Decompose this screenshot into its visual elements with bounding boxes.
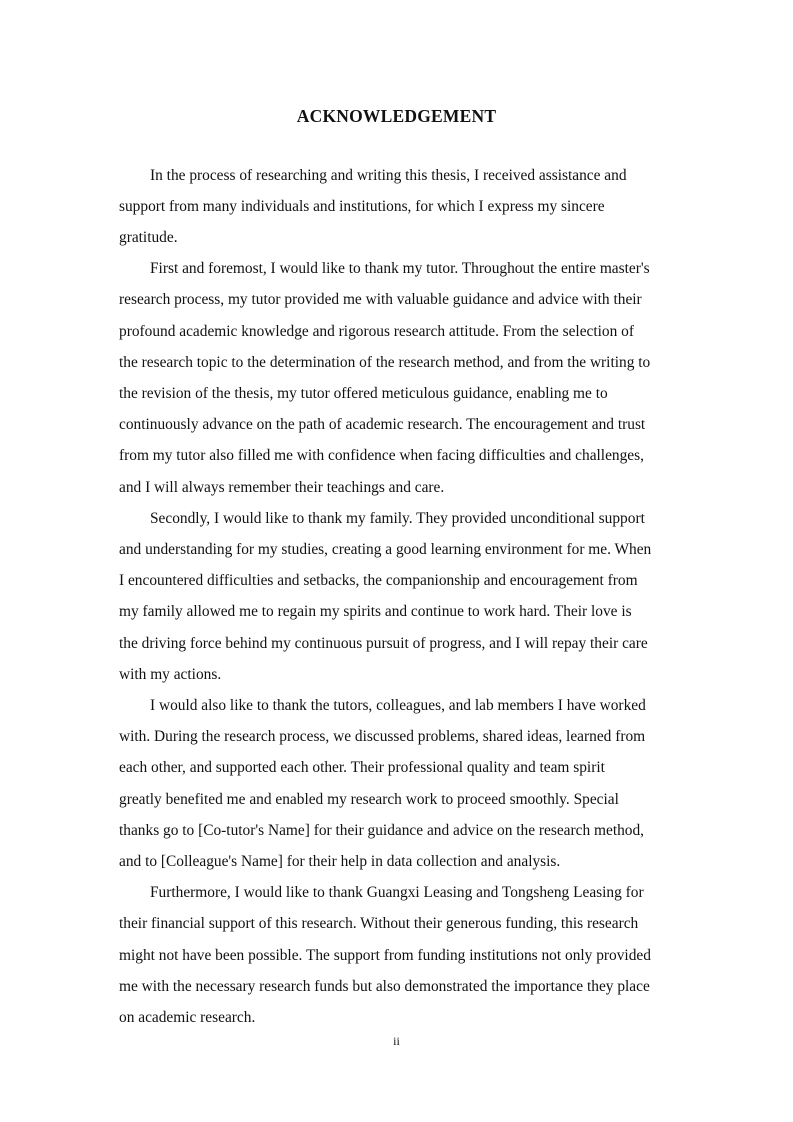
text-line: the driving force behind my continuous pursuit of progress, and I will repay their care	[119, 634, 648, 652]
text-line: profound academic knowledge and rigorous research attitude. From the selection of	[119, 322, 634, 340]
page-number: ii	[393, 1034, 400, 1048]
text-line: research process, my tutor provided me with valuable guidance and advice with their	[119, 291, 642, 309]
text-line: with my actions.	[119, 665, 222, 683]
text-line: each other, and supported each other. Their professional quality and team spirit	[119, 759, 605, 777]
text-line: gratitude.	[119, 228, 178, 246]
text-line: and I will always remember their teachings and care.	[119, 478, 445, 496]
text-line: continuously advance on the path of academic research. The encouragement and trust	[119, 416, 646, 434]
text-line: with. During the research process, we discussed problems, shared ideas, learned from	[119, 728, 646, 746]
acknowledgement-body	[119, 160, 671, 1034]
text-line: might not have been possible. The support from funding institutions not only provided	[119, 946, 651, 964]
text-line: In the process of researching and writing this thesis, I received assistance and	[150, 166, 627, 184]
paragraph-4	[119, 690, 671, 877]
text-line: Secondly, I would like to thank my family. They provided unconditional support	[150, 509, 645, 527]
text-line: me with the necessary research funds but also demonstrated the importance they place	[119, 977, 650, 995]
paragraph-1	[119, 160, 671, 254]
text-line: and to [Colleague's Name] for their help in data collection and analysis.	[119, 852, 561, 870]
text-line: thanks go to [Co-tutor's Name] for their guidance and advice on the research method,	[119, 821, 645, 839]
text-line: on academic research.	[119, 1008, 256, 1026]
text-line: and understanding for my studies, creating a good learning environment for me. When	[119, 540, 652, 558]
text-line: the revision of the thesis, my tutor offered meticulous guidance, enabling me to	[119, 384, 608, 402]
page-title: ACKNOWLEDGEMENT	[296, 106, 497, 126]
text-line: my family allowed me to regain my spirits and continue to work hard. Their love is	[119, 603, 632, 621]
text-line: I would also like to thank the tutors, colleagues, and lab members I have worked	[150, 696, 646, 714]
paragraph-2	[119, 253, 671, 503]
text-line: from my tutor also filled me with confidence when facing difficulties and challenges,	[119, 447, 644, 465]
text-line: support from many individuals and institutions, for which I express my sincere	[119, 197, 605, 215]
text-line: Furthermore, I would like to thank Guangxi Leasing and Tongsheng Leasing for	[150, 884, 644, 902]
text-line: First and foremost, I would like to thank my tutor. Throughout the entire master's	[150, 260, 650, 278]
text-line: I encountered difficulties and setbacks, the companionship and encouragement from	[119, 572, 638, 590]
paragraph-5	[119, 877, 671, 1033]
text-line: their financial support of this research. Without their generous funding, this research	[119, 915, 639, 933]
text-line: the research topic to the determination of the research method, and from the writing to	[119, 353, 651, 371]
text-line: greatly benefited me and enabled my research work to proceed smoothly. Special	[119, 790, 619, 808]
paragraph-3	[119, 503, 671, 690]
